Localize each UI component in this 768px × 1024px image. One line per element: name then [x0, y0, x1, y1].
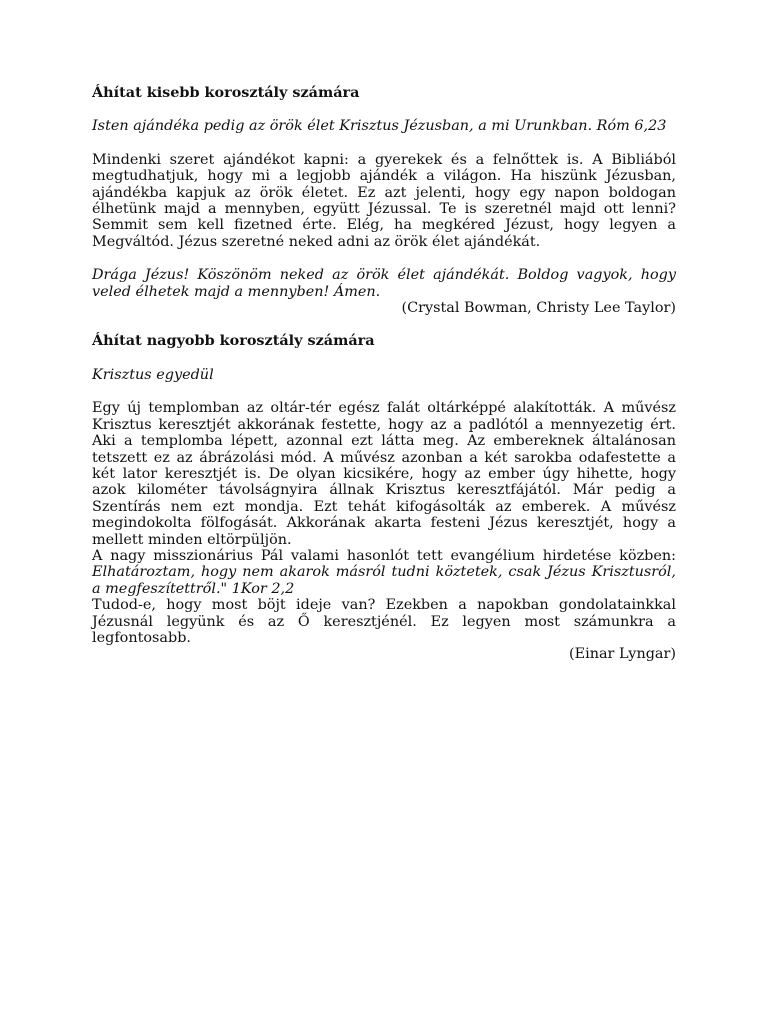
section2-body-paragraph-2 — [92, 548, 676, 597]
section2-body2-reference: 1Kor 2,2 — [231, 580, 295, 597]
document-page — [92, 85, 676, 663]
section1-prayer: Drága Jézus! Köszönöm neked az örök élet ajándékát. Boldog vagyok, hogy veled élhetek majd a mennyben! Ámen. — [92, 267, 676, 300]
section1-attribution: (Crystal Bowman, Christy Lee Taylor) — [401, 300, 676, 317]
section2-body-paragraph-1: Egy új templomban az oltár-tér egész falát oltárképpé alakították. A művész Krisztus keresztjét akkorának festette, hogy az a padlótól a mennyezetig ért. Aki a templomba lépett, azonnal ezt látta meg. Az embereknek általánosan tetszett ez az ábrázolási mód. A művész azonban a két sarokba odafestette a két lator keresztjét is. De olyan kicsikére, hogy az ember úgy hihette, hogy azok kilométer távolságnyira állnak Krisztus keresztfájától. Már pedig a Szentírás nem ezt mondja. Ezt tehát kifogásolták az emberek. A művész megindokolta fölfogását. Akkorának akarta festeni Jézus keresztjét, hogy a mellett minden eltörpüljön. — [92, 400, 676, 548]
section1-verse: Isten ajándéka pedig az örök élet Krisztus Jézusban, a mi Urunkban. Róm 6,23 — [92, 118, 667, 135]
section1-body: Mindenki szeret ajándékot kapni: a gyerekek és a felnőttek is. A Bibliából megtudhatjuk, hogy mi a legjobb ajándék a világon. Ha hiszünk Jézusban, ajándékba kapjuk az örök életet. Ez azt jelenti, hogy egy napon boldogan élhetünk majd a mennyben, együtt Jézussal. Te is szeretnél majd ott lenni? Semmit sem kell fizetned érte. Elég, ha megkéred Jézust, hogy legyen a Megváltód. Jézus szeretné neked adni az örök élet ajándékát. — [92, 151, 676, 250]
section2-attribution: (Einar Lyngar) — [568, 646, 676, 663]
section2-body2-plain: A nagy misszionárius Pál valami hasonlót tett evangélium hirdetése közben: — [92, 547, 676, 564]
section2-body2-quote-end: " — [220, 580, 232, 597]
section2-body2-quote: Elhatároztam, hogy nem akarok másról tudni köztetek, csak Jézus Krisztusról, a megfeszítettről. — [92, 564, 676, 597]
section1-heading: Áhítat kisebb korosztály számára — [92, 84, 360, 101]
section2-subtitle: Krisztus egyedül — [92, 366, 214, 383]
section2-body-paragraph-3: Tudod-e, hogy most böjt ideje van? Ezekben a napokban gondolatainkkal Jézusnál legyünk és az Ő keresztjénél. Ez legyen most számunkra a legfontosabb. — [92, 597, 676, 646]
section2-heading: Áhítat nagyobb korosztály számára — [92, 332, 375, 350]
